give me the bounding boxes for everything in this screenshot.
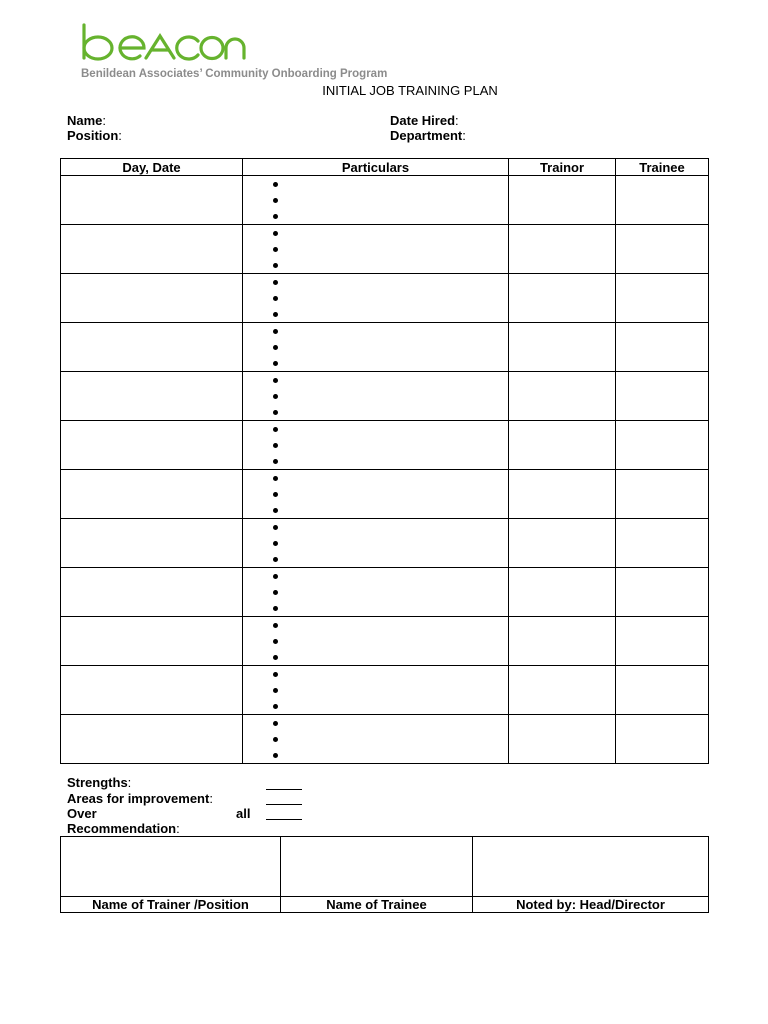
bullet-item[interactable] [273,470,508,486]
name-label: Name [67,113,103,128]
date-hired-field[interactable]: Date Hired: [390,113,459,128]
bullet-item[interactable] [273,339,508,355]
bullet-item[interactable] [273,486,508,502]
table-row [61,372,709,421]
bullet-item[interactable] [273,404,508,420]
trainor-cell[interactable] [509,519,616,568]
date-hired-label: Date Hired [390,113,456,128]
trainee-signature-box[interactable] [281,837,473,897]
bullet-list [243,176,508,224]
trainee-cell[interactable] [616,519,709,568]
noted-label: Noted by: Head/Director [473,897,709,913]
bullet-item[interactable] [273,208,508,224]
particulars-cell[interactable] [243,617,509,666]
recommendation-field[interactable]: Recommendation: [67,821,180,836]
table-row [61,323,709,372]
trainor-cell[interactable] [509,323,616,372]
particulars-cell[interactable] [243,274,509,323]
signature-table [60,836,709,913]
trainor-cell[interactable] [509,421,616,470]
particulars-cell[interactable] [243,519,509,568]
bullet-item[interactable] [273,323,508,339]
day-date-cell[interactable] [61,470,243,519]
bullet-item[interactable] [273,682,508,698]
particulars-cell[interactable] [243,225,509,274]
particulars-cell[interactable] [243,470,509,519]
particulars-cell[interactable] [243,666,509,715]
particulars-cell[interactable] [243,372,509,421]
beacon-logo [78,22,250,68]
bullet-item[interactable] [273,535,508,551]
day-date-cell[interactable] [61,274,243,323]
trainor-cell[interactable] [509,715,616,764]
department-label: Department [390,128,463,143]
trainee-cell[interactable] [616,617,709,666]
table-row [61,617,709,666]
areas-field[interactable]: Areas for improvement: [67,791,213,806]
bullet-item[interactable] [273,649,508,665]
particulars-cell[interactable] [243,176,509,225]
bullet-item[interactable] [273,747,508,763]
trainee-cell[interactable] [616,225,709,274]
bullet-list [243,225,508,273]
col-header-particulars: Particulars [243,159,509,176]
bullet-item[interactable] [273,519,508,535]
day-date-cell[interactable] [61,421,243,470]
all-label: all [236,806,251,821]
bullet-item[interactable] [273,502,508,518]
trainee-cell[interactable] [616,323,709,372]
trainor-cell[interactable] [509,176,616,225]
trainor-cell[interactable] [509,568,616,617]
trainee-cell[interactable] [616,568,709,617]
table-header-row [61,159,709,176]
bullet-item[interactable] [273,666,508,682]
bullet-item[interactable] [273,192,508,208]
day-date-cell[interactable] [61,666,243,715]
particulars-cell[interactable] [243,715,509,764]
table-row [61,470,709,519]
training-plan-table [60,158,709,764]
signature-label-row [61,897,709,913]
bullet-list [243,519,508,567]
overall-blank[interactable] [266,819,302,820]
table-body [61,176,709,764]
bullet-list [243,274,508,322]
areas-blank[interactable] [266,804,302,805]
day-date-cell[interactable] [61,225,243,274]
col-header-trainee: Trainee [616,159,709,176]
bullet-item[interactable] [273,306,508,322]
bullet-item[interactable] [273,453,508,469]
day-date-cell[interactable] [61,372,243,421]
signature-box-row [61,837,709,897]
day-date-cell[interactable] [61,715,243,764]
bullet-item[interactable] [273,257,508,273]
position-field[interactable]: Position: [67,128,122,143]
table-row [61,176,709,225]
trainee-cell[interactable] [616,715,709,764]
bullet-list [243,470,508,518]
trainor-cell[interactable] [509,372,616,421]
table-row [61,519,709,568]
trainor-cell[interactable] [509,617,616,666]
particulars-cell[interactable] [243,323,509,372]
day-date-cell[interactable] [61,519,243,568]
day-date-cell[interactable] [61,617,243,666]
bullet-list [243,568,508,616]
trainee-cell[interactable] [616,176,709,225]
bullet-list [243,666,508,714]
bullet-item[interactable] [273,600,508,616]
table-row [61,568,709,617]
bullet-item[interactable] [273,617,508,633]
bullet-item[interactable] [273,731,508,747]
bullet-item[interactable] [273,715,508,731]
day-date-cell[interactable] [61,568,243,617]
position-label: Position [67,128,119,143]
bullet-list [243,617,508,665]
strengths-field[interactable]: Strengths: [67,775,132,790]
table-row [61,225,709,274]
day-date-cell[interactable] [61,323,243,372]
bullet-item[interactable] [273,437,508,453]
day-date-cell[interactable] [61,176,243,225]
trainee-cell[interactable] [616,372,709,421]
trainer-label: Name of Trainer /Position [61,897,281,913]
noted-signature-box[interactable] [473,837,709,897]
trainee-label: Name of Trainee [281,897,473,913]
bullet-item[interactable] [273,698,508,714]
bullet-item[interactable] [273,584,508,600]
bullet-list [243,372,508,420]
particulars-cell[interactable] [243,421,509,470]
bullet-list [243,323,508,371]
bullet-item[interactable] [273,372,508,388]
trainor-cell[interactable] [509,225,616,274]
over-label: Over [67,806,97,821]
bullet-item[interactable] [273,568,508,584]
department-field[interactable]: Department: [390,128,466,143]
org-name: Benildean Associates’ Community Onboarding Program [81,68,388,80]
bullet-item[interactable] [273,388,508,404]
strengths-blank[interactable] [266,789,302,790]
trainor-cell[interactable] [509,274,616,323]
bullet-item[interactable] [273,355,508,371]
table-row [61,274,709,323]
particulars-cell[interactable] [243,568,509,617]
bullet-list [243,421,508,469]
trainor-cell[interactable] [509,666,616,715]
bullet-item[interactable] [273,290,508,306]
bullet-item[interactable] [273,551,508,567]
bullet-item[interactable] [273,421,508,437]
col-header-trainor: Trainor [509,159,616,176]
trainee-cell[interactable] [616,666,709,715]
bullet-item[interactable] [273,225,508,241]
trainee-cell[interactable] [616,470,709,519]
bullet-item[interactable] [273,176,508,192]
trainee-cell[interactable] [616,274,709,323]
name-field[interactable]: Name: [67,113,107,128]
trainee-cell[interactable] [616,421,709,470]
trainer-signature-box[interactable] [61,837,281,897]
table-row [61,421,709,470]
bullet-item[interactable] [273,274,508,290]
page-title: INITIAL JOB TRAINING PLAN [322,83,498,98]
bullet-list [243,715,508,763]
table-row [61,666,709,715]
bullet-item[interactable] [273,633,508,649]
table-row [61,715,709,764]
bullet-item[interactable] [273,241,508,257]
trainor-cell[interactable] [509,470,616,519]
col-header-day-date: Day, Date [61,159,243,176]
